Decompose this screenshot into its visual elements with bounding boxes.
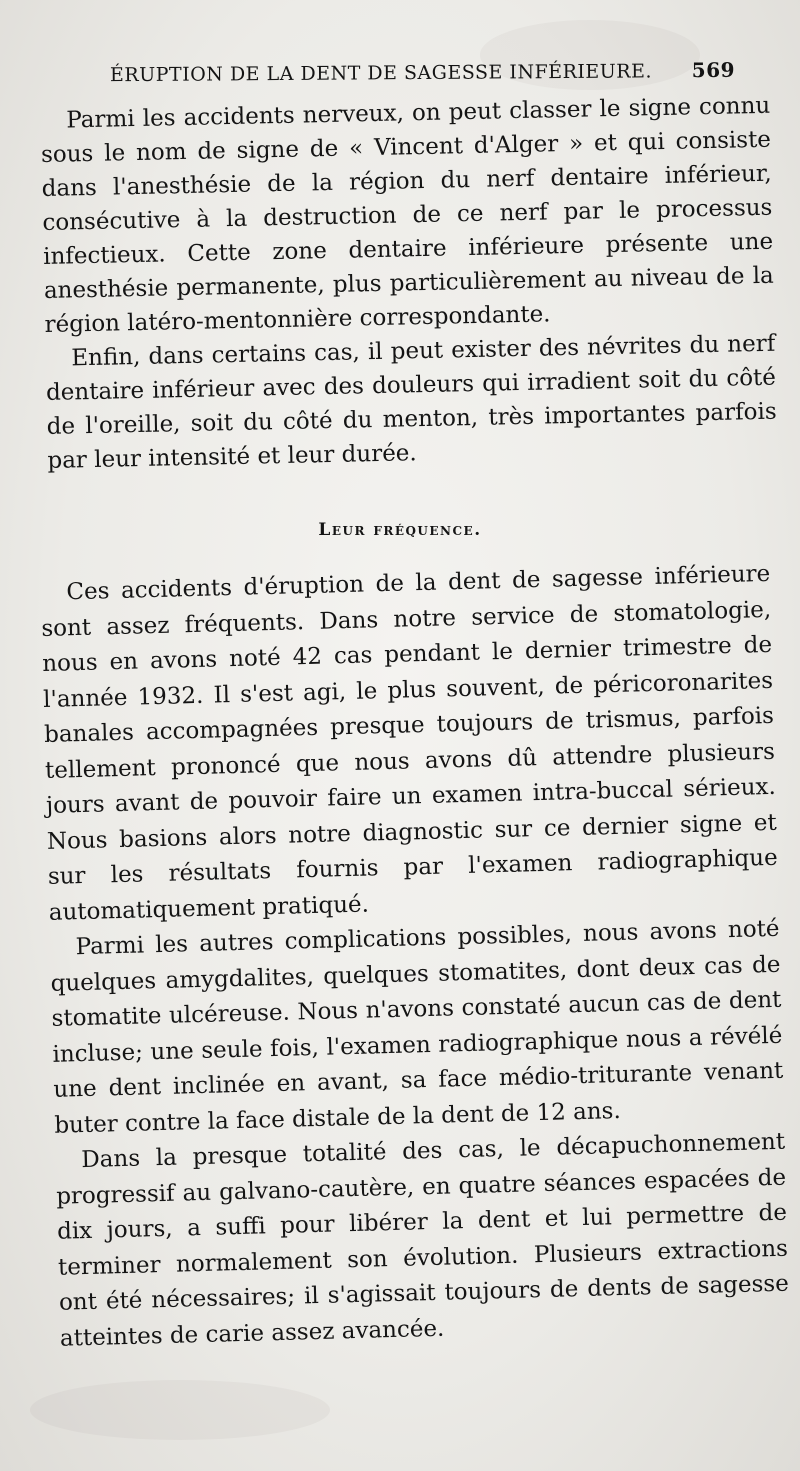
section-heading [0, 520, 800, 540]
section-heading-text: Leur fréquence. [318, 520, 482, 540]
paragraph: Parmi les accidents nerveux, on peut classer le signe connu sous le nom de signe de « Vincent d'Alger » et qui consiste dans l'anesthésie de la région du nerf dentaire inférieur, consécutive à la destruction de ce nerf par le processus infectieux. Cette zone dentaire inférieure présente une anesthésie permanente, plus particulièrement au niveau de la région latéro-mentonnière correspondante. [40, 92, 775, 338]
paper-stain [30, 1380, 330, 1440]
paragraph: Parmi les autres complications possibles, nous avons noté quelques amygdalites, quelques stomatites, dont deux cas de stomatite ulcéreuse. Nous n'avons constaté aucun cas de dent incluse; une seule fois, l'examen radiographique nous a révélé une dent inclinée en avant, sa face médio-triturante venant buter contre la face distale de la dent de 12 ans. [50, 915, 784, 1139]
paragraph: Ces accidents d'éruption de la dent de sagesse inférieure sont assez fréquents. Dans notre service de stomatologie, nous en avons noté 42 cas pendant le dernier trimestre de l'année 1932. Il s'est agi, le plus souvent, de péricoronarites banales accompagnées presque toujours de trismus, parfois tellement prononcé que nous avons dû attendre plusieurs jours avant de pouvoir faire un examen intra-buccal sérieux. Nous basions alors notre diagnostic sur ce dernier signe et sur les résultats fournis par l'examen radiographique automatiquement pratiqué. [41, 560, 778, 926]
section-frequence [40, 557, 790, 1357]
paragraph: Dans la presque totalité des cas, le décapuchonnement progressif au galvano-cautère, en quatre séances espacées de dix jours, a suffi pour libérer la dent et lui permettre de terminer normalement son évolution. Plusieurs extractions ont été nécessaires; il s'agissait toujours de dents de sagesse atteintes de carie assez avancée. [55, 1128, 790, 1352]
paragraph: Enfin, dans certains cas, il peut exister des névrites du nerf dentaire inférieur avec des douleurs qui irradient soit du côté de l'oreille, soit du côté du menton, très importantes parfois par leur intensité et leur durée. [45, 330, 777, 474]
running-head [110, 58, 735, 86]
page-number: 569 [691, 57, 736, 83]
section-accidents-nerveux [40, 89, 778, 478]
running-title: ÉRUPTION DE LA DENT DE SAGESSE INFÉRIEURE. [109, 60, 653, 87]
